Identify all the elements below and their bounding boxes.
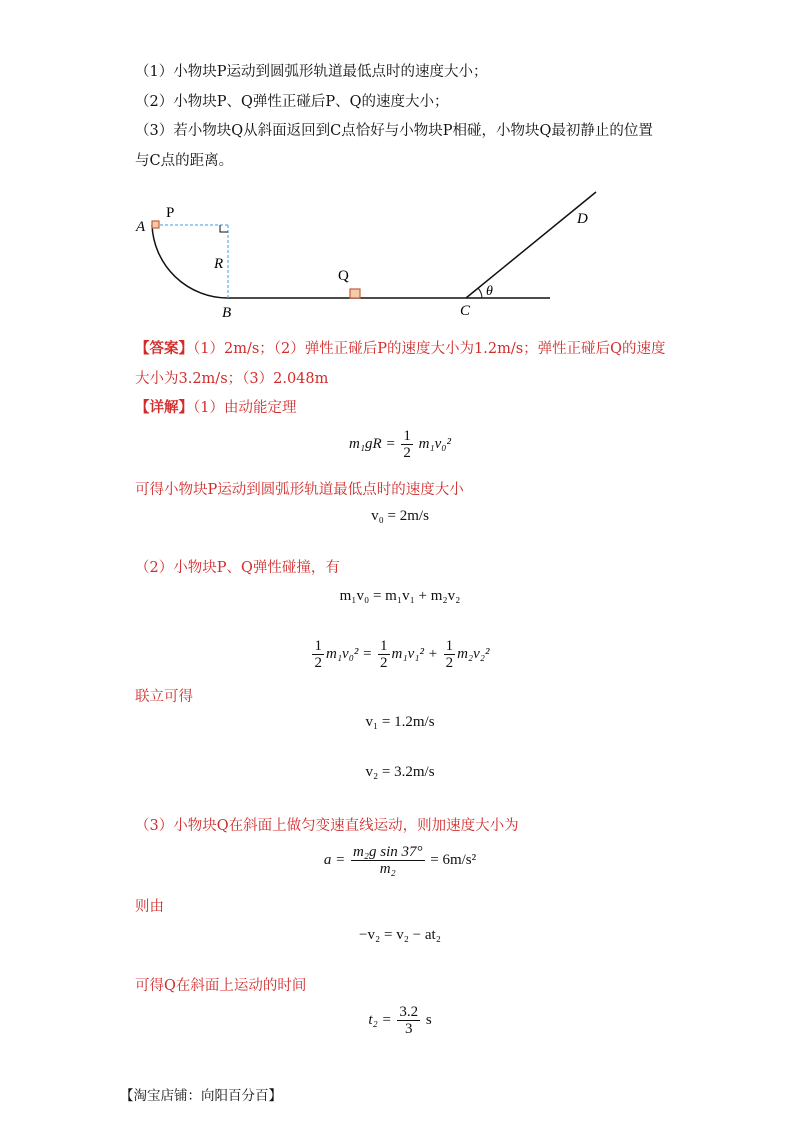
answer-line-1 (135, 339, 666, 359)
eq9-lhs: t₂ = (368, 1011, 392, 1028)
answer-line-2: 大小为3.2m/s；（3）2.048m (135, 371, 329, 387)
equation-8: −v₂ = v₂ − at₂ (359, 927, 441, 943)
label-q: Q (338, 268, 349, 284)
detail-sentence-5: 则由 (135, 899, 164, 915)
eq9-num: 3.2 (399, 1004, 419, 1020)
eq7-fraction (351, 844, 425, 877)
eq4-frac-1: $\frac{1}{2}$ (314, 638, 322, 671)
eq1-den: 2 (403, 445, 411, 461)
angle-arc (478, 288, 482, 298)
eq1-lhs: m₁gR = (348, 435, 396, 452)
eq1-num: 1 (403, 428, 411, 444)
question-3-line-2: 与C点的距离。 (135, 153, 234, 169)
equation-9 (0, 1004, 800, 1037)
eq1-fraction (401, 428, 413, 461)
footer-shop-label: 【淘宝店铺：向阳百分百】 (120, 1088, 282, 1104)
eq7-den: m₂ (379, 861, 396, 877)
label-b: B (222, 305, 232, 321)
eq4-term-2: m₁v₁² + (391, 645, 438, 662)
answer-tag: 【答案】 (135, 340, 193, 357)
label-theta: θ (486, 284, 493, 299)
label-r: R (214, 256, 224, 272)
equation-6: v₂ = 3.2m/s (365, 764, 435, 780)
label-d: D (577, 211, 588, 227)
eq4-term-3: m₂v₂² (457, 645, 490, 662)
equation-4 (0, 638, 800, 671)
eq7-rhs: = 6m/s² (430, 851, 477, 868)
equation-1 (0, 428, 800, 461)
detail-intro: （1）由动能定理 (193, 400, 297, 416)
label-a: A (136, 219, 146, 235)
detail-sentence-6: 可得Q在斜面上运动的时间 (135, 978, 307, 994)
detail-sentence-3: 联立可得 (135, 689, 193, 705)
incline (466, 192, 596, 298)
detail-sentence-4: （3）小物块Q在斜面上做匀变速直线运动，则加速度大小为 (135, 818, 519, 834)
detail-sentence-2: （2）小物块P、Q弹性碰撞，有 (135, 560, 340, 576)
equation-2: v₀ = 2m/s (371, 508, 429, 524)
eq7-num: m₂g sin 37° (352, 844, 423, 860)
right-angle-mark (220, 225, 228, 232)
detail-sentence-1: 可得小物块P运动到圆弧形轨道最低点时的速度大小 (135, 482, 464, 498)
eq9-rhs: s (425, 1011, 432, 1028)
detail-line (135, 398, 296, 418)
eq4-frac-2: $\frac{1}{2}$ (380, 638, 388, 671)
track-diagram (130, 185, 588, 325)
eq4-term-1: m₁v₀² = (325, 645, 373, 662)
question-2: （2）小物块P、Q弹性正碰后P、Q的速度大小； (135, 94, 449, 110)
label-c: C (460, 303, 471, 319)
equation-7 (0, 844, 800, 877)
eq1-rhs: m₁v₀² (418, 435, 451, 452)
label-p: P (166, 205, 175, 221)
question-3-line-1: （3）若小物块Q从斜面返回到C点恰好与小物块P相碰，小物块Q最初静止的位置 (135, 123, 653, 139)
answer-text-1: （1）2m/s；（2）弹性正碰后P的速度大小为1.2m/s；弹性正碰后Q的速度 (193, 341, 666, 357)
question-1: （1）小物块P运动到圆弧形轨道最低点时的速度大小； (135, 64, 488, 80)
equation-3: m₁v₀ = m₁v₁ + m₂v₂ (339, 588, 461, 604)
block-p (152, 221, 159, 228)
eq9-den: 3 (404, 1021, 413, 1037)
detail-tag: 【详解】 (135, 399, 193, 416)
equation-5: v₁ = 1.2m/s (365, 714, 435, 730)
eq9-fraction (397, 1004, 420, 1037)
block-q (350, 289, 360, 298)
eq4-frac-3: $\frac{1}{2}$ (445, 638, 454, 671)
eq7-lhs: a = (323, 851, 346, 868)
